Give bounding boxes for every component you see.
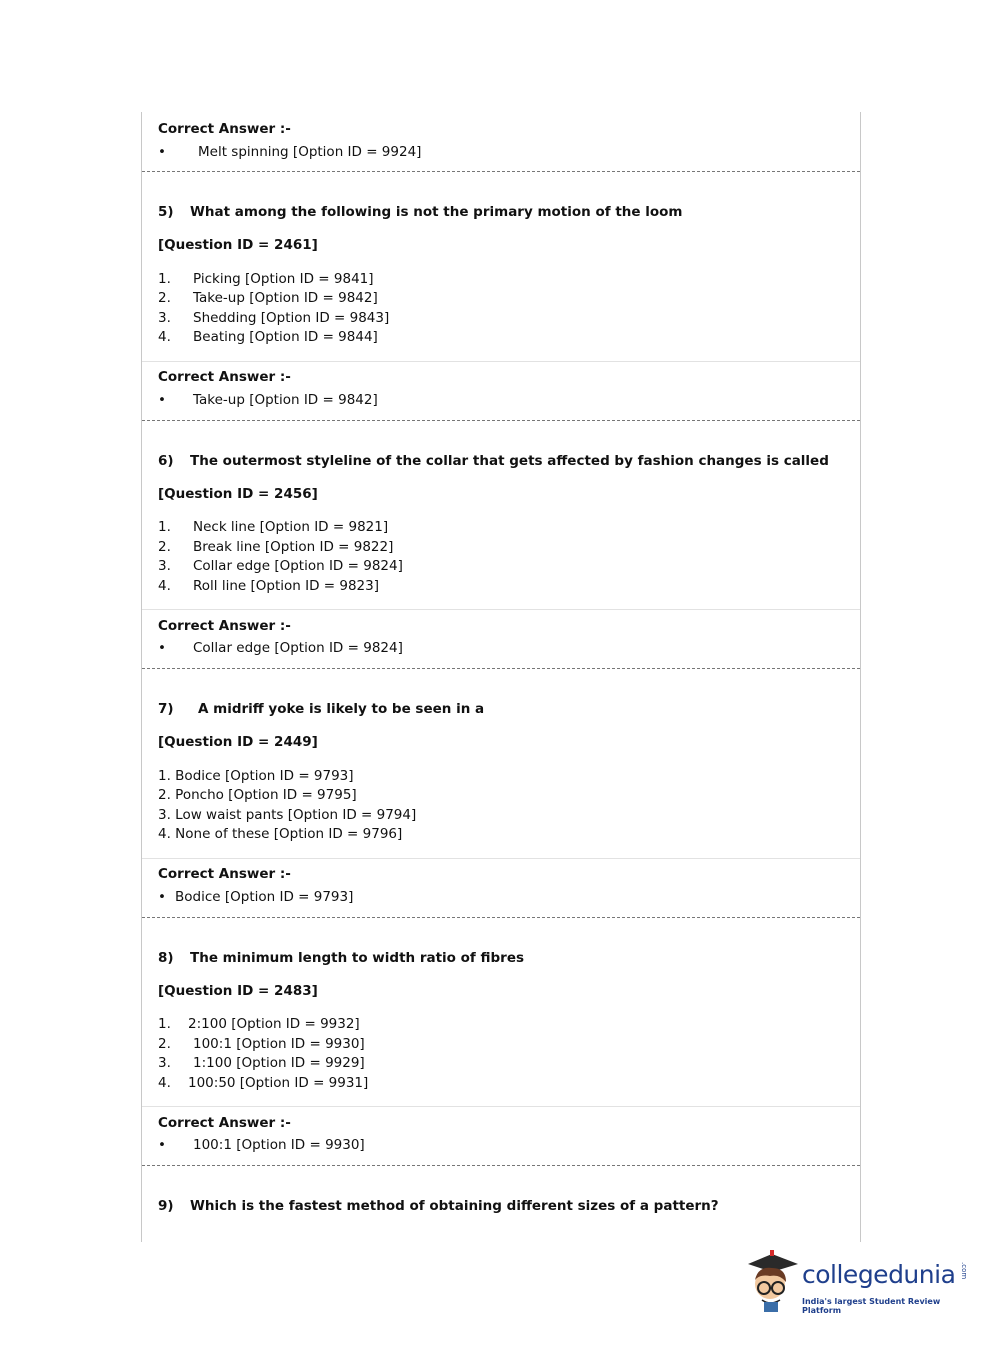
answer-divider	[142, 361, 860, 362]
correct-answer-text: 100:1 [Option ID = 9930]	[193, 1137, 365, 1153]
question-separator	[142, 171, 860, 172]
option-number: 2.	[158, 1036, 171, 1052]
option-number: 3.	[158, 1055, 171, 1071]
option-text: 2. Poncho [Option ID = 9795]	[158, 787, 357, 803]
option-text: Beating [Option ID = 9844]	[193, 329, 378, 345]
question-number: 6)	[158, 453, 174, 469]
question-number: 7)	[158, 701, 174, 717]
option-number: 4.	[158, 1075, 171, 1091]
answer-divider	[142, 1106, 860, 1107]
question-id: [Question ID = 2483]	[158, 983, 318, 999]
logo-wordmark: collegedunia	[802, 1260, 956, 1289]
option-number: 4.	[158, 578, 171, 594]
answer-bullet: •	[158, 144, 166, 160]
option-text: Collar edge [Option ID = 9824]	[193, 558, 403, 574]
correct-answer-heading: Correct Answer :-	[158, 1115, 291, 1131]
correct-answer-heading: Correct Answer :-	[158, 369, 291, 385]
mascot-icon	[742, 1250, 802, 1316]
option-text: Break line [Option ID = 9822]	[193, 539, 394, 555]
answer-bullet: •	[158, 392, 166, 408]
question-text: Which is the fastest method of obtaining different sizes of a pattern?	[190, 1198, 719, 1214]
question-id: [Question ID = 2456]	[158, 486, 318, 502]
question-text: A midriff yoke is likely to be seen in a	[198, 701, 485, 717]
option-number: 4.	[158, 329, 171, 345]
option-number: 3.	[158, 558, 171, 574]
option-text: 100:50 [Option ID = 9931]	[188, 1075, 369, 1091]
correct-answer-heading: Correct Answer :-	[158, 618, 291, 634]
option-text: 100:1 [Option ID = 9930]	[193, 1036, 365, 1052]
question-number: 5)	[158, 204, 174, 220]
answer-bullet: •	[158, 889, 166, 905]
option-number: 3.	[158, 310, 171, 326]
question-separator	[142, 668, 860, 669]
option-text: Shedding [Option ID = 9843]	[193, 310, 390, 326]
option-text: Picking [Option ID = 9841]	[193, 271, 374, 287]
option-number: 2.	[158, 539, 171, 555]
option-text: Roll line [Option ID = 9823]	[193, 578, 379, 594]
option-text: 4. None of these [Option ID = 9796]	[158, 826, 403, 842]
question-number: 9)	[158, 1198, 174, 1214]
question-number: 8)	[158, 950, 174, 966]
correct-answer-text: Bodice [Option ID = 9793]	[175, 889, 354, 905]
collegedunia-logo[interactable]	[742, 1250, 972, 1316]
answer-bullet: •	[158, 640, 166, 656]
option-text: 2:100 [Option ID = 9932]	[188, 1016, 360, 1032]
question-separator	[142, 1165, 860, 1166]
option-number: 1.	[158, 519, 171, 535]
question-id: [Question ID = 2449]	[158, 734, 318, 750]
question-text: The minimum length to width ratio of fibres	[190, 950, 525, 966]
correct-answer-text: Collar edge [Option ID = 9824]	[193, 640, 403, 656]
option-text: Take-up [Option ID = 9842]	[193, 290, 378, 306]
option-text: 1:100 [Option ID = 9929]	[193, 1055, 365, 1071]
option-text: Neck line [Option ID = 9821]	[193, 519, 389, 535]
question-separator	[142, 917, 860, 918]
correct-answer-heading: Correct Answer :-	[158, 121, 291, 137]
question-separator	[142, 420, 860, 421]
option-number: 1.	[158, 1016, 171, 1032]
logo-suffix: .com	[960, 1262, 968, 1280]
question-sheet	[141, 112, 861, 1242]
logo-tagline: India's largest Student Review Platform	[802, 1297, 941, 1315]
option-number: 2.	[158, 290, 171, 306]
answer-divider	[142, 609, 860, 610]
option-text: 1. Bodice [Option ID = 9793]	[158, 768, 354, 784]
question-text: The outermost styleline of the collar that gets affected by fashion changes is called	[190, 453, 829, 469]
correct-answer-text: Melt spinning [Option ID = 9924]	[198, 144, 422, 160]
correct-answer-heading: Correct Answer :-	[158, 866, 291, 882]
option-number: 1.	[158, 271, 171, 287]
question-id: [Question ID = 2461]	[158, 237, 318, 253]
answer-divider	[142, 858, 860, 859]
answer-bullet: •	[158, 1137, 166, 1153]
option-text: 3. Low waist pants [Option ID = 9794]	[158, 807, 417, 823]
question-text: What among the following is not the primary motion of the loom	[190, 204, 683, 220]
correct-answer-text: Take-up [Option ID = 9842]	[193, 392, 378, 408]
